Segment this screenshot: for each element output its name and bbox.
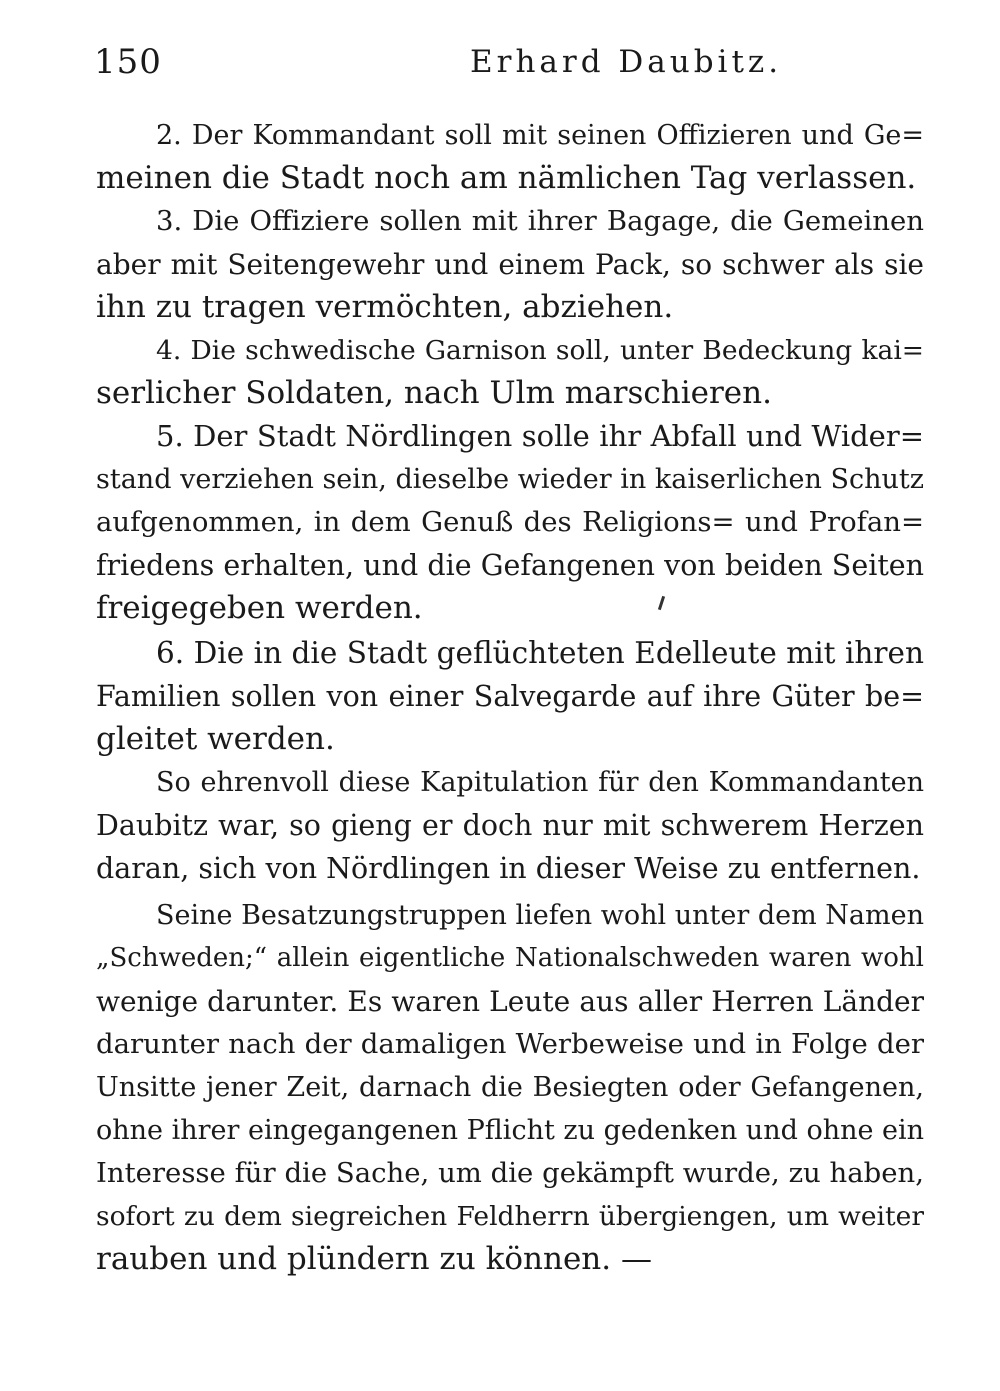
text-line: 2. Der Kommandant soll mit seinen Offizieren und Ge= (156, 120, 924, 151)
text-line: daran, sich von Nördlingen in dieser Weise zu entfernen. (96, 852, 921, 885)
text-line: stand verziehen sein, dieselbe wieder in kaiserlichen Schutz (96, 464, 924, 495)
text-line: serlicher Soldaten, nach Ulm marschieren. (96, 375, 772, 411)
text-line: rauben und plündern zu können. — (96, 1241, 652, 1277)
text-line: aber mit Seitengewehr und einem Pack, so schwer als sie (96, 248, 924, 281)
text-line: darunter nach der damaligen Werbeweise und in Folge der (96, 1028, 924, 1060)
text-line: Familien sollen von einer Salvegarde auf ihre Güter be= (96, 680, 924, 713)
text-line: sofort zu dem siegreichen Feldherrn übergiengen, um weiter (96, 1201, 924, 1232)
text-line: 5. Der Stadt Nördlingen solle ihr Abfall und Wider= (156, 419, 924, 453)
text-line: freigegeben werden. (96, 590, 423, 626)
text-line: meinen die Stadt noch am nämlichen Tag verlassen. (96, 160, 917, 196)
page-number: 150 (94, 42, 162, 82)
page-header (94, 40, 924, 90)
text-line: gleitet werden. (96, 721, 335, 757)
text-line: wenige darunter. Es waren Leute aus aller Herren Länder (96, 985, 924, 1018)
text-line: ihn zu tragen vermöchten, abziehen. (96, 289, 674, 325)
text-line: 3. Die Offiziere sollen mit ihrer Bagage, die Gemeinen (156, 205, 924, 237)
text-line: So ehrenvoll diese Kapitulation für den Kommandanten (156, 767, 924, 798)
text-line: 4. Die schwedische Garnison soll, unter Bedeckung kai= (156, 335, 924, 366)
text-line: Interesse für die Sache, um die gekämpft wurde, zu haben, (96, 1157, 924, 1189)
text-line: friedens erhalten, und die Gefangenen von beiden Seiten (96, 549, 924, 582)
running-head: Erhard Daubitz. (470, 44, 783, 80)
text-line: „Schweden;“ allein eigentliche Nationalschweden waren wohl (96, 943, 924, 973)
text-line: aufgenommen, in dem Genuß des Religions= und Profan= (96, 506, 924, 538)
text-line: Unsitte jener Zeit, darnach die Besiegten oder Gefangenen, (96, 1072, 924, 1103)
text-line: Daubitz war, so gieng er doch nur mit schwerem Herzen (96, 809, 924, 842)
text-line: Seine Besatzungstruppen liefen wohl unter dem Namen (156, 900, 924, 931)
text-line: ohne ihrer eingegangenen Pflicht zu gedenken und ohne ein (96, 1115, 924, 1146)
text-line: 6. Die in die Stadt geflüchteten Edelleute mit ihren (156, 636, 924, 670)
